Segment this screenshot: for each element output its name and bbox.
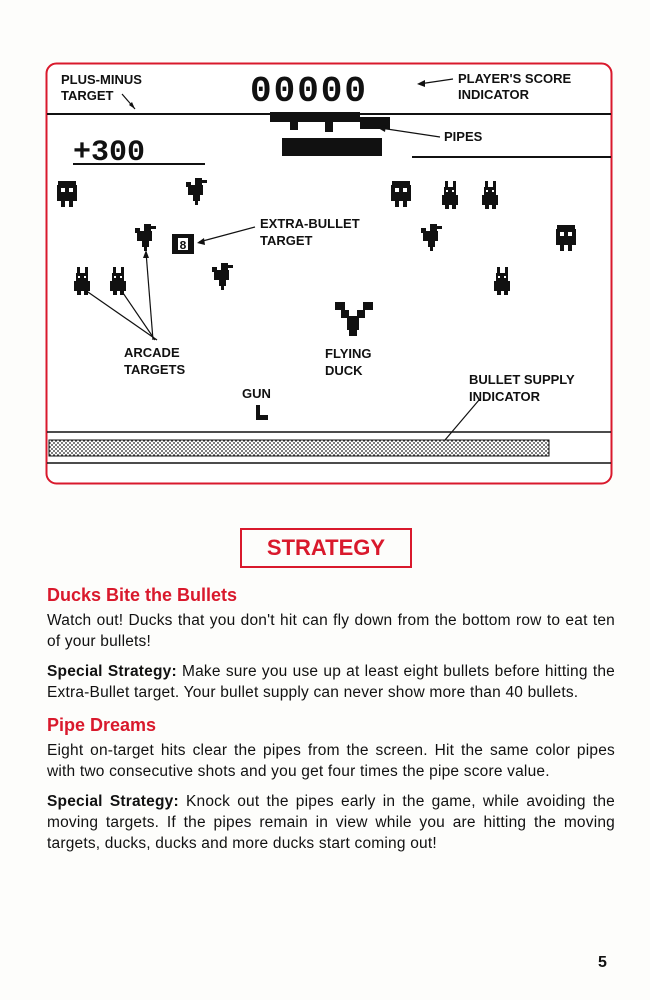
extra-bullet-glyph: 8	[179, 239, 187, 253]
gun-label: GUN	[242, 386, 271, 401]
bullet-supply-label: BULLET SUPPLY INDICATOR	[469, 372, 575, 404]
section-title: Ducks Bite the Bullets	[47, 585, 238, 605]
section-body: Eight on-target hits clear the pipes from the screen. Hit the same color pipes with two consecutive shots and you get four times the pipe score value.	[47, 742, 615, 780]
extra-bullet-target	[172, 234, 194, 254]
special-strategy-paragraph	[47, 791, 615, 854]
bullet-supply-bar	[49, 440, 549, 456]
game-screen-diagram	[45, 62, 613, 485]
score-indicator-label: PLAYER'S SCORE INDICATOR	[458, 71, 572, 102]
extra-bullet-label: EXTRA-BULLET TARGET	[260, 216, 360, 248]
flying-duck-label: FLYING DUCK	[325, 346, 372, 378]
strategy-content	[47, 585, 615, 863]
section-ducks-bite-bullets	[47, 585, 615, 703]
strategy-heading: STRATEGY	[266, 535, 386, 560]
section-title: Pipe Dreams	[47, 715, 157, 735]
arcade-targets-label: ARCADE TARGETS	[124, 345, 186, 377]
page-number: 5	[598, 954, 607, 971]
special-strategy-text: Make sure you use up at least eight bullets before hitting the Extra-Bullet target. Your bullet supply can never show more than 40 bullets.	[47, 663, 615, 701]
special-strategy-paragraph	[47, 661, 615, 703]
special-strategy-label: Special Strategy:	[47, 793, 179, 810]
plus-minus-target-label: PLUS-MINUS TARGET	[61, 72, 142, 103]
game-screen-illustration	[45, 62, 613, 485]
section-body: Watch out! Ducks that you don't hit can fly down from the bottom row to eat ten of your bullets!	[47, 612, 615, 650]
section-pipe-dreams	[47, 715, 615, 854]
special-strategy-label: Special Strategy:	[47, 663, 177, 680]
strategy-heading-box	[240, 528, 412, 568]
score-display: 00000	[250, 71, 369, 112]
pipes-label: PIPES	[444, 129, 483, 144]
plus-minus-display: +300	[73, 136, 146, 170]
special-strategy-text: Knock out the pipes early in the game, while avoiding the moving targets. If the pipes remain in view while you are hitting the moving targets, ducks, ducks and more ducks start coming out!	[47, 793, 616, 852]
